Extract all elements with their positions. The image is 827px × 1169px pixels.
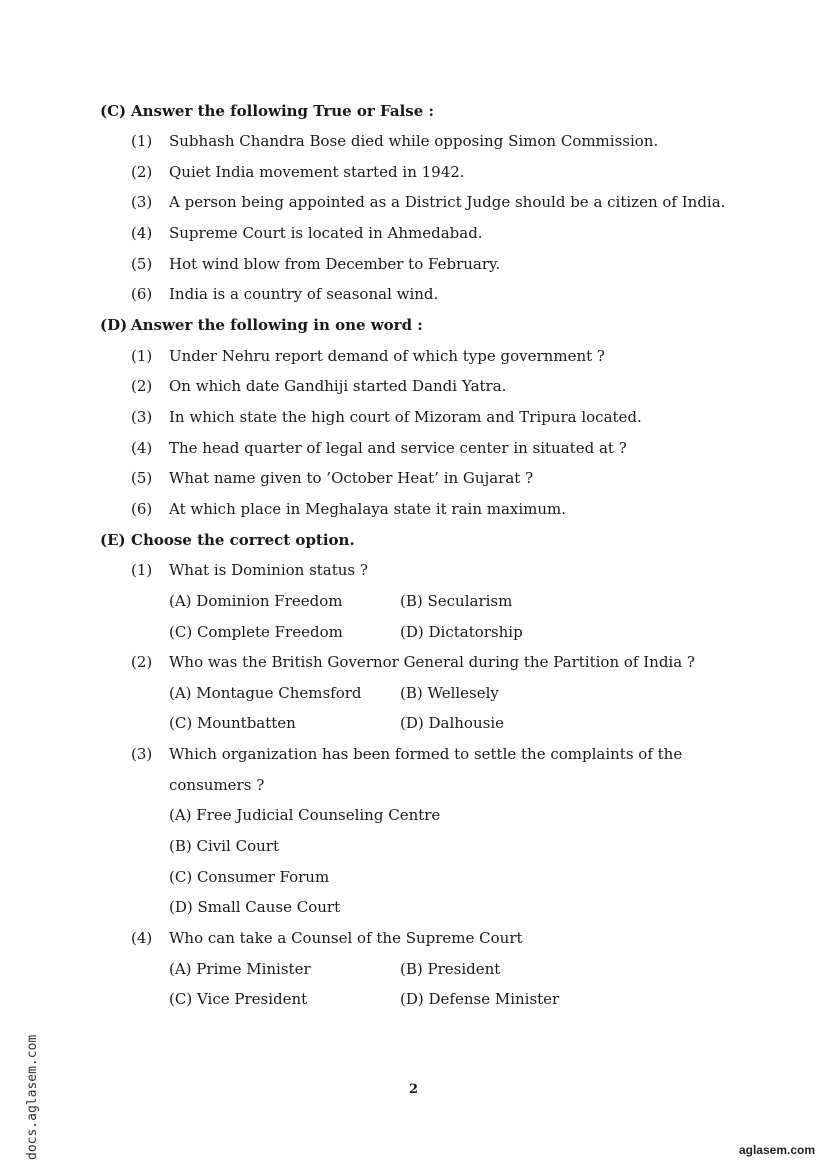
d4-number: (4)	[131, 439, 153, 457]
c2-question: Quiet India movement started in 1942.	[169, 163, 465, 181]
e2-option-a: (A) Montague Chemsford	[169, 684, 362, 702]
d5-question: What name given to ’October Heat’ in Gujarat ?	[169, 469, 534, 487]
c5-question: Hot wind blow from December to February.	[169, 255, 501, 273]
e3-option-d: (D) Small Cause Court	[169, 898, 341, 916]
d3-question: In which state the high court of Mizoram and Tripura located.	[169, 408, 642, 426]
d5-number: (5)	[131, 469, 153, 487]
e4-option-a: (A) Prime Minister	[169, 960, 311, 978]
c1-question: Subhash Chandra Bose died while opposing Simon Commission.	[169, 132, 659, 150]
side-watermark: docs.aglasem.com	[25, 1034, 40, 1160]
d3-number: (3)	[131, 408, 153, 426]
d1-question: Under Nehru report demand of which type government ?	[169, 347, 605, 365]
e3-option-b: (B) Civil Court	[169, 837, 279, 855]
section-e-title: Choose the correct option.	[131, 531, 355, 549]
c3-number: (3)	[131, 193, 153, 211]
d1-number: (1)	[131, 347, 153, 365]
e4-question: Who can take a Counsel of the Supreme Court	[169, 929, 523, 947]
e1-number: (1)	[131, 561, 153, 579]
e3-number: (3)	[131, 745, 153, 763]
e3-question-line2: consumers ?	[169, 776, 265, 794]
section-c-title: Answer the following True or False :	[131, 102, 435, 120]
page-number: 2	[408, 1082, 419, 1097]
e2-option-c: (C) Mountbatten	[169, 714, 296, 732]
e4-option-c: (C) Vice President	[169, 990, 308, 1008]
c6-question: India is a country of seasonal wind.	[169, 285, 439, 303]
c3-question: A person being appointed as a District Judge should be a citizen of India.	[169, 193, 726, 211]
section-c-label: (C)	[100, 102, 127, 120]
d2-question: On which date Gandhiji started Dandi Yatra.	[169, 377, 507, 395]
section-e-label: (E)	[100, 531, 126, 549]
e1-option-b: (B) Secularism	[400, 592, 513, 610]
section-d-label: (D)	[100, 316, 128, 334]
e1-option-d: (D) Dictatorship	[400, 623, 523, 641]
d6-question: At which place in Meghalaya state it rain maximum.	[169, 500, 567, 518]
e2-option-d: (D) Dalhousie	[400, 714, 504, 732]
section-d-title: Answer the following in one word :	[131, 316, 423, 334]
e3-option-a: (A) Free Judicial Counseling Centre	[169, 806, 441, 824]
e4-option-d: (D) Defense Minister	[400, 990, 560, 1008]
e1-question: What is Dominion status ?	[169, 561, 368, 579]
e1-option-a: (A) Dominion Freedom	[169, 592, 343, 610]
e2-number: (2)	[131, 653, 153, 671]
d6-number: (6)	[131, 500, 153, 518]
e2-option-b: (B) Wellesely	[400, 684, 499, 702]
c2-number: (2)	[131, 163, 153, 181]
d4-question: The head quarter of legal and service center in situated at ?	[169, 439, 627, 457]
c5-number: (5)	[131, 255, 153, 273]
c4-question: Supreme Court is located in Ahmedabad.	[169, 224, 483, 242]
e3-question-line1: Which organization has been formed to settle the complaints of the	[169, 745, 683, 763]
d2-number: (2)	[131, 377, 153, 395]
e1-option-c: (C) Complete Freedom	[169, 623, 343, 641]
e4-option-b: (B) President	[400, 960, 501, 978]
c1-number: (1)	[131, 132, 153, 150]
e3-option-c: (C) Consumer Forum	[169, 868, 330, 886]
c4-number: (4)	[131, 224, 153, 242]
e2-question: Who was the British Governor General during the Partition of India ?	[169, 653, 695, 671]
brand-footer: aglasem.com	[738, 1143, 815, 1157]
c6-number: (6)	[131, 285, 153, 303]
e4-number: (4)	[131, 929, 153, 947]
